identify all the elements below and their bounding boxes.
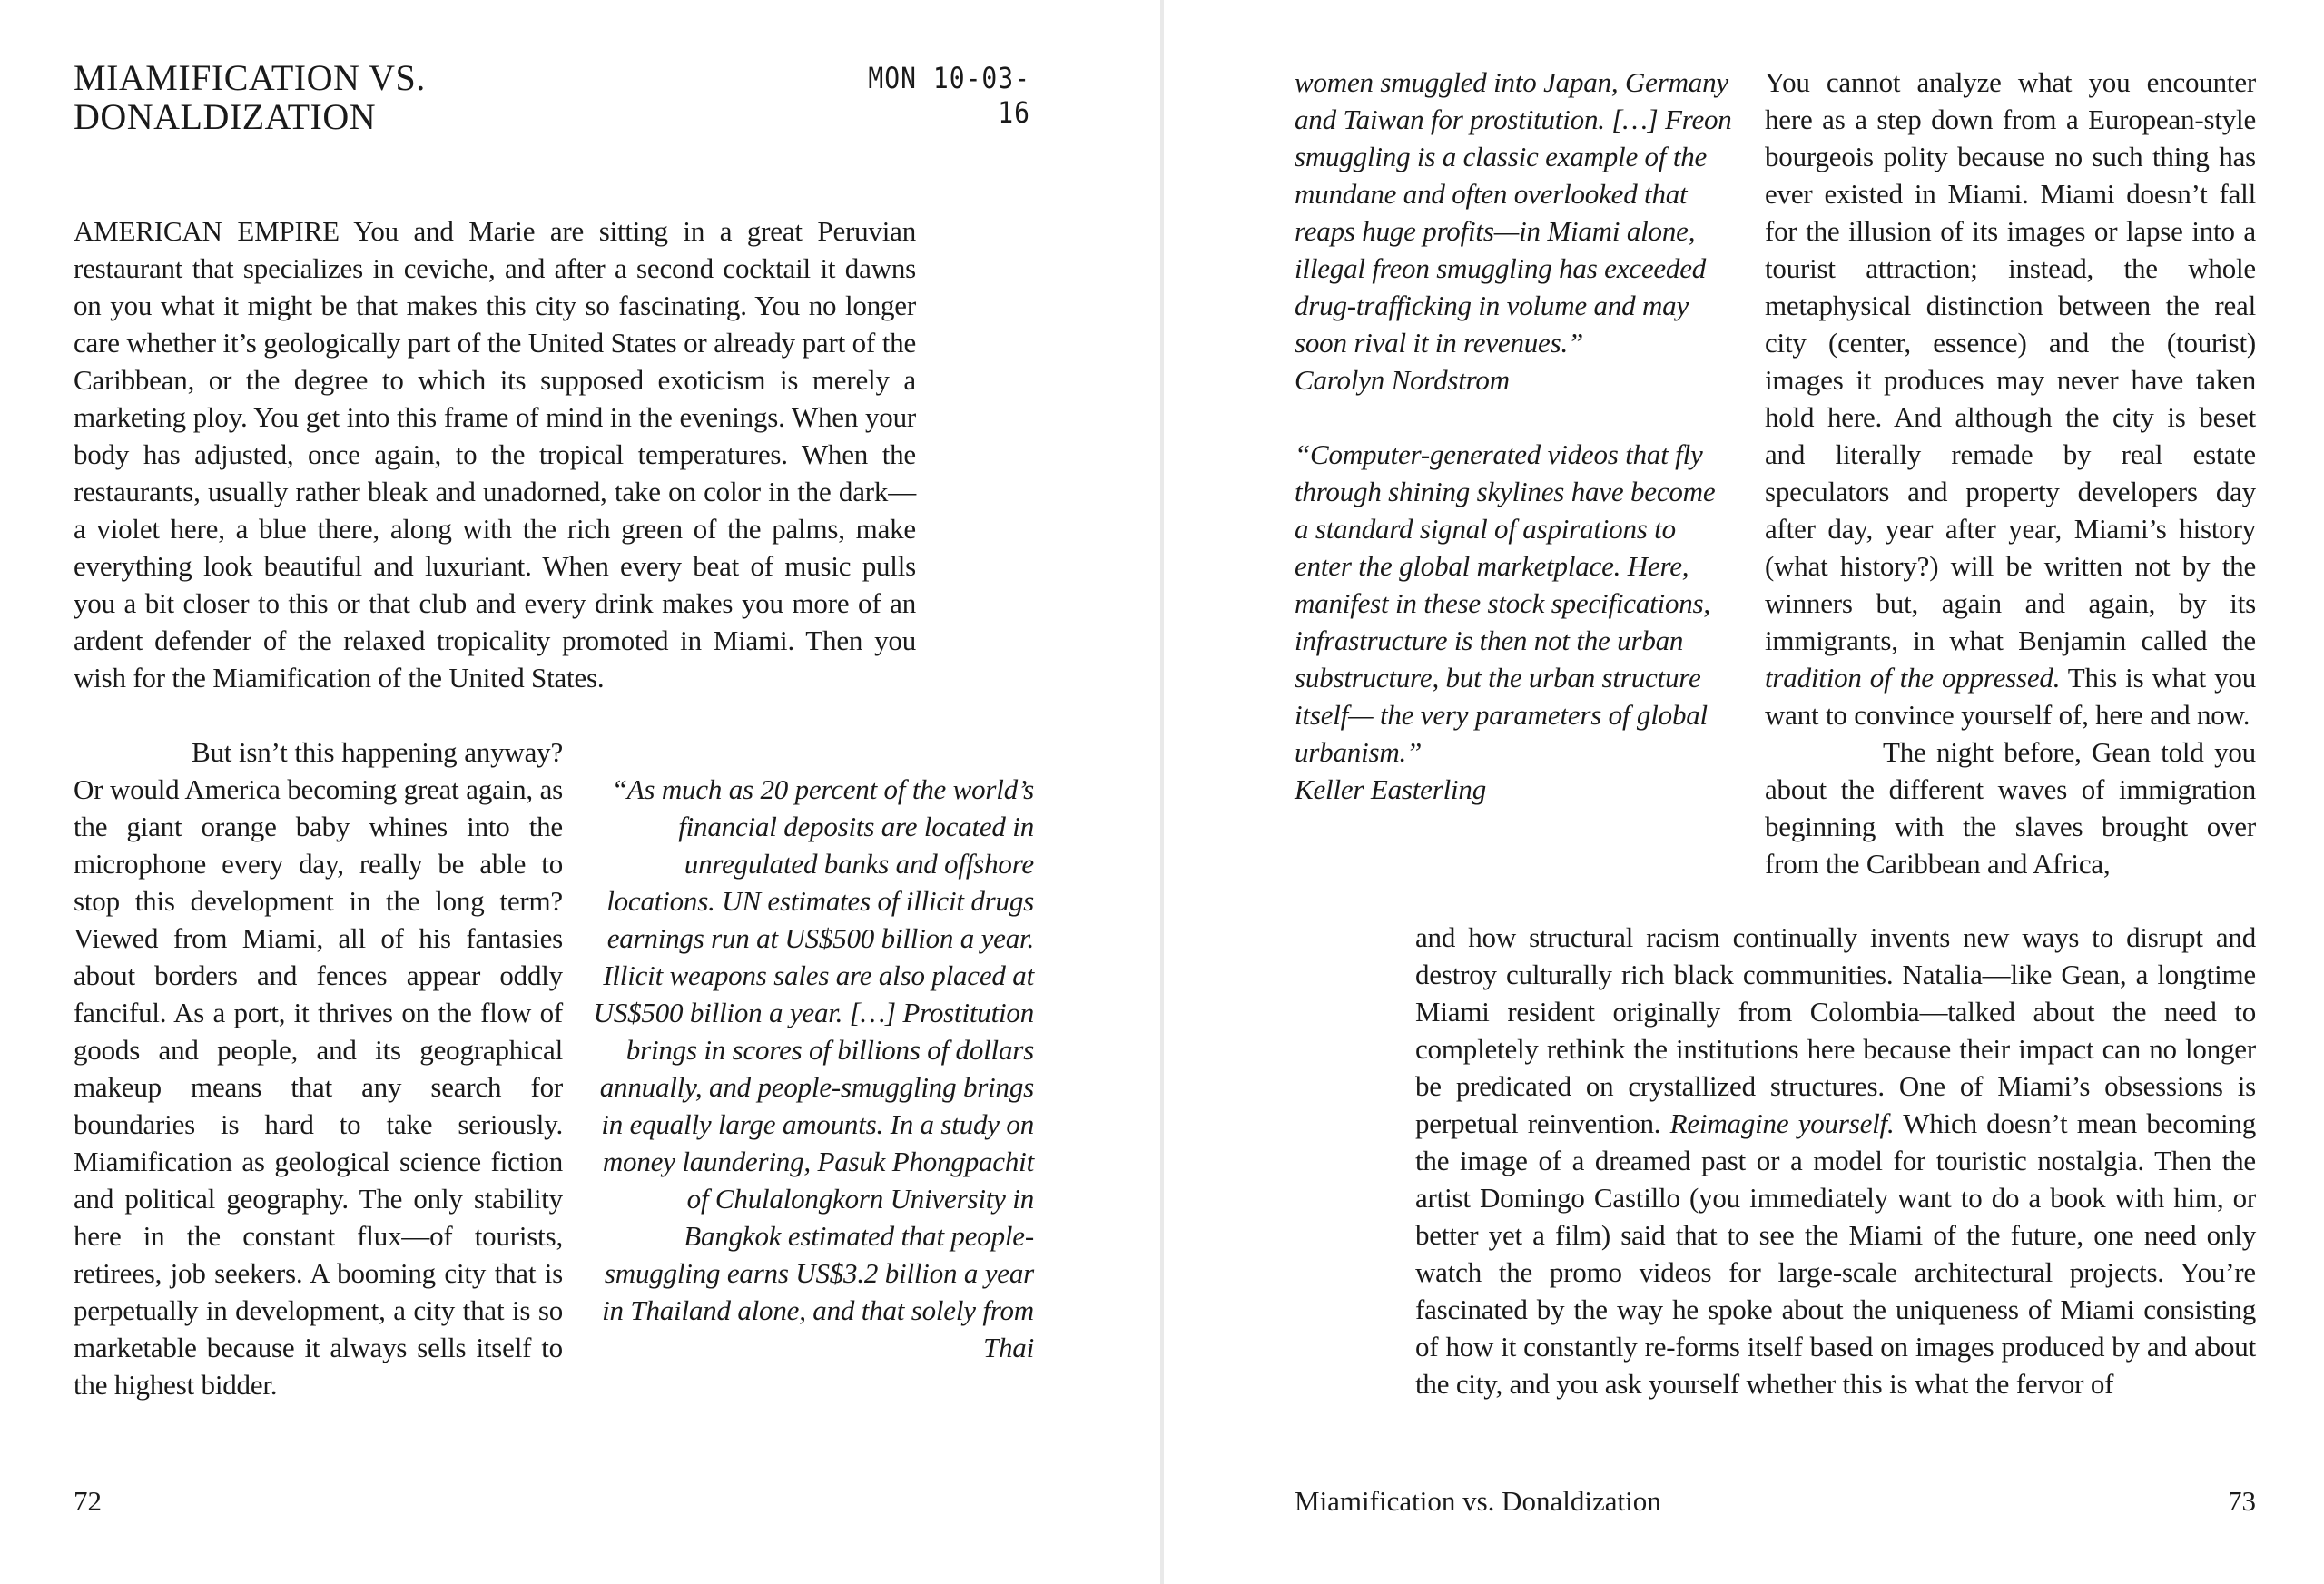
- right-column: [1765, 64, 2256, 882]
- entry-date: MON 10-03-16: [868, 61, 1030, 130]
- right-column-text-end: This is what you want to convince yourself of, here and now.: [1765, 662, 2256, 731]
- sidebar-quote-financial: “As much as 20 percent of the world’s financial deposits are located in unregulated banks and offshore locations. UN estimates of illicit drugs earnings run at US$500 billion a year. Illicit weapons sales are also placed at US$500 billion a year. […] Prostitution brings in scores of billions of dollars annually, and people-smuggling brings in equally large amounts. In a study on money laundering, Pasuk Phongpachit of Chulalongkorn University in Bangkok estimated that people-smuggling earns US$3.2 billion a year in Thailand alone, and that solely from Thai: [593, 773, 1034, 1363]
- quote-author-nordstrom: Carolyn Nordstrom: [1295, 364, 1510, 396]
- emphasis-reimagine: Reimagine yourself.: [1669, 1107, 1895, 1139]
- sidebar-quote-urbanism: “Computer-generated videos that fly through shining skylines have become a standard signal of aspirations to enter the global marketplace. Here, manifest in these stock specifications, infrastructure is then not the urban substructure, but the urban structure itself— the very parameters of global urbanism.”: [1295, 438, 1716, 768]
- left-page: [0, 0, 1160, 1584]
- chapter-title: [74, 58, 709, 136]
- chapter-title-line-2: DONALDIZATION: [74, 96, 377, 137]
- page-number-right: 73: [2228, 1485, 2256, 1517]
- emphasis-tradition: tradition of the oppressed.: [1765, 662, 2061, 694]
- intro-paragraph: AMERICAN EMPIRE You and Marie are sitting in a great Peruvian restaurant that specializes in ceviche, and after a second cocktail it dawns on you what it might be that makes this city so fascinating. You no longer care whether it’s geologically part of the United States or already part of the Caribbean, or the degree to which its supposed exoticism is merely a marketing ploy. You get into this frame of mind in the evenings. When your body has adjusted, once again, to the tropical temperatures. When the restaurants, usually rather bleak and unadorned, take on color in the dark—a violet here, a blue there, along with the rich green of the palms, make everything look beautiful and luxuriant. When every beat of music pulls you a bit closer to this or that club and every drink makes you more of an ardent defender of the relaxed tropicality promoted in Miami. Then you wish for the Miamification of the United States.: [74, 215, 916, 694]
- right-column-paragraph-1: [1765, 64, 2256, 733]
- sidebar-quote-group: [1295, 64, 1734, 808]
- right-page: [1164, 0, 2324, 1584]
- wide-paragraph-text-1: and how structural racism continually invents new ways to disrupt and destroy culturally rich black communities. Natalia—like Gean, a longtime Miami resident originally from Colombia—talked about the need to completely rethink the institutions here because their impact can no longer be predicated on crystallized structures. One of Miami’s obsessions is perpetual reinvention.: [1415, 921, 2256, 1139]
- wide-paragraph-text-2: Which doesn’t mean becoming the image of a dreamed past or a model for touristic nostalgia. Then the artist Domingo Castillo (you immediately want to do a book with him, or better yet a film) said that to see the Miami of the future, one need only watch the promo videos for large-scale architectural projects. You’re fascinated by the way he spoke about the uniqueness of Miami consisting of how it constantly re-forms itself based on images produced by and about the city, and you ask yourself whether this is what the fervor of: [1415, 1107, 2257, 1400]
- left-column-paragraph: [74, 733, 563, 1403]
- right-column-text: You cannot analyze what you encounter here as a step down from a European-style bourgeois polity because no such thing has ever existed in Miami. Miami doesn’t fall for the illusion of its images or lapse into a tourist attraction; instead, the whole metaphysical distinction between the real city (center, essence) and the (tourist) images it produces may never have taken hold here. And although the city is beset and literally remade by real estate speculators and property developers day after day, year after year, Miami’s history (what history?) will be written not by the winners but, again and again, by its immigrants, in what Benjamin called the: [1765, 66, 2256, 656]
- right-column-paragraph-2: [1765, 733, 2256, 882]
- chapter-title-line-1: MIAMIFICATION VS.: [74, 57, 426, 98]
- sidebar-quote-freon: women smuggled into Japan, Germany and Taiwan for prostitution. […] Freon smuggling is a classic example of the mundane and often overlooked that reaps huge profits—in Miami alone, illegal freon smuggling has exceeded drug-trafficking in volume and may soon rival it in revenues.”: [1295, 66, 1732, 359]
- right-column-text-2: The night before, Gean told you about the different waves of immigration beginning with the slaves brought over from the Caribbean and Africa,: [1765, 736, 2256, 880]
- wide-paragraph: [1415, 919, 2256, 1402]
- quote-author-easterling: Keller Easterling: [1295, 773, 1486, 805]
- running-head: Miamification vs. Donaldization: [1295, 1485, 1661, 1517]
- left-column-text: But isn’t this happening anyway? Or would America becoming great again, as the giant orange baby whines into the microphone every day, really be able to stop this development in the long term? Viewed from Miami, all of his fantasies about borders and fences appear oddly fanciful. As a port, it thrives on the flow of goods and people, and its geographical makeup means that any search for boundaries is hard to take seriously. Miamification as geological science fiction and political geography. The only stability here in the constant flux—of tourists, retirees, job seekers. A booming city that is perpetually in development, a city that is so marketable because it always sells itself to the highest bidder.: [74, 736, 563, 1401]
- page-number-left: 72: [74, 1485, 102, 1517]
